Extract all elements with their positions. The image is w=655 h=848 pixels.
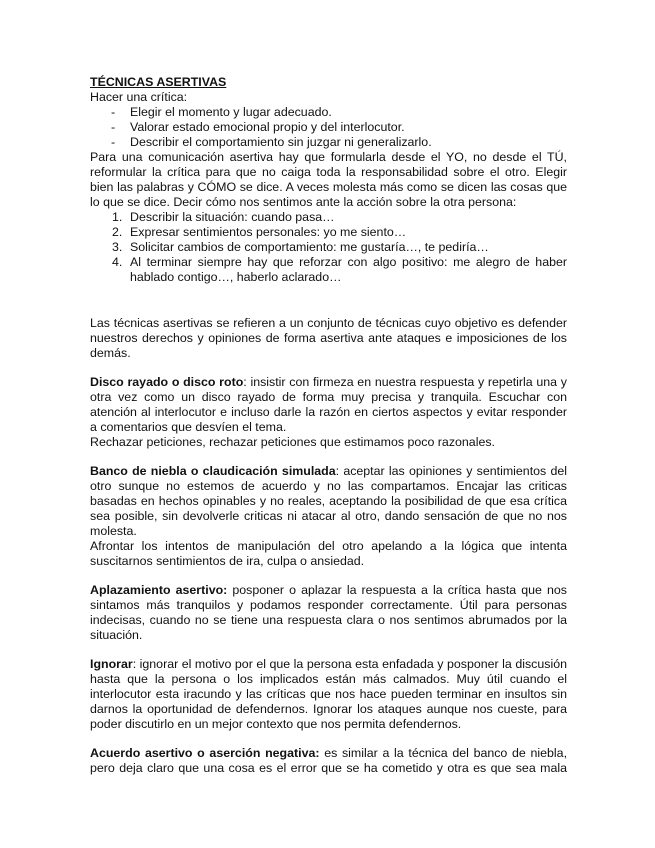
- list-item: 1. Describir la situación: cuando pasa…: [112, 210, 335, 224]
- list-item: 4. Al terminar siempre hay que reforzar con algo positivo: me alegro de haber hablado contigo…, haberlo aclarado…: [112, 255, 567, 284]
- section-aplazamiento: Aplazamiento asertivo: posponer o aplazar la respuesta a la crítica hasta que nos sintamos más tranquilos y podamos responder correctamente. Útil para personas indecisas, cuando no se tiene una respuesta clara o nos sentimos abrumados por la situación.: [90, 583, 567, 642]
- list-item: - Elegir el momento y lugar adecuado.: [111, 105, 332, 119]
- section-disco-rayado: Disco rayado o disco roto: insistir con firmeza en nuestra respuesta y repetirla una y otra vez como un disco rayado de forma muy precisa y tranquila. Escuchar con atención al interlocutor e incluso darle la razón en ciertos aspectos y evitar responder a comentarios que desvíen el tema.: [90, 375, 567, 434]
- section-extra: Afrontar los intentos de manipulación del otro apelando a la lógica que intenta suscitarnos sentimientos de ira, culpa o ansiedad.: [90, 539, 567, 568]
- feelings-steps-list: [90, 210, 567, 285]
- criticism-steps-list: [90, 105, 567, 150]
- section-term: Ignorar: [90, 657, 133, 671]
- section-term: Disco rayado o disco roto: [90, 375, 244, 389]
- section-term: Acuerdo asertivo o aserción negativa:: [90, 746, 320, 760]
- section-term: Banco de niebla o claudicación simulada: [90, 464, 336, 478]
- list-item: 2. Expresar sentimientos personales: yo me siento…: [112, 225, 407, 239]
- page-title: TÉCNICAS ASERTIVAS: [90, 75, 227, 89]
- section-banco-de-niebla: Banco de niebla o claudicación simulada: aceptar las opiniones y sentimientos del otro sunque no estemos de acuerdo y no las compartamos. Encajar las criticas basadas en hechos opinables y no reales, aceptando la posibilidad de que esa crítica sea posible, sin devolverle criticas ni atacar al otro, dando sensación de que no nos molesta.: [90, 464, 567, 538]
- list-item: - Valorar estado emocional propio y del interlocutor.: [111, 120, 405, 134]
- communication-paragraph: Para una comunicación asertiva hay que formularla desde el YO, no desde el TÚ, reformular la crítica para que no caiga toda la responsabilidad sobre el otro. Elegir bien las palabras y CÓMO se dice. A veces molesta más como se dicen las cosas que lo que se dice. Decir cómo nos sentimos ante la acción sobre la otra persona:: [90, 150, 567, 209]
- definition-paragraph: Las técnicas asertivas se refieren a un conjunto de técnicas cuyo objetivo es defender nuestros derechos y opiniones de forma asertiva ante ataques e imposiciones de los demás.: [90, 316, 567, 360]
- section-acuerdo-asertivo: Acuerdo asertivo o aserción negativa: es similar a la técnica del banco de niebla, pero deja claro que una cosa es el error que se ha cometido y otra es que sea mala: [90, 746, 568, 775]
- section-ignorar: Ignorar: ignorar el motivo por el que la persona esta enfadada y posponer la discusión hasta que la persona o los implicados están más calmados. Muy útil cuando el interlocutor esta iracundo y las críticas que nos hace pueden terminar en insultos sin darnos la oportunidad de defendernos. Ignorar los ataques aunque nos cueste, para poder discutirlo en un mejor contexto que nos permita defendernos.: [90, 657, 567, 731]
- list-item: - Describir el comportamiento sin juzgar ni generalizarlo.: [111, 135, 432, 149]
- section-term: Aplazamiento asertivo:: [90, 583, 228, 597]
- list-item: 3. Solicitar cambios de comportamiento: me gustaría…, te pediría…: [112, 240, 489, 254]
- section-extra: Rechazar peticiones, rechazar peticiones que estimamos poco razonales.: [90, 435, 495, 449]
- intro-label: Hacer una crítica:: [90, 90, 188, 104]
